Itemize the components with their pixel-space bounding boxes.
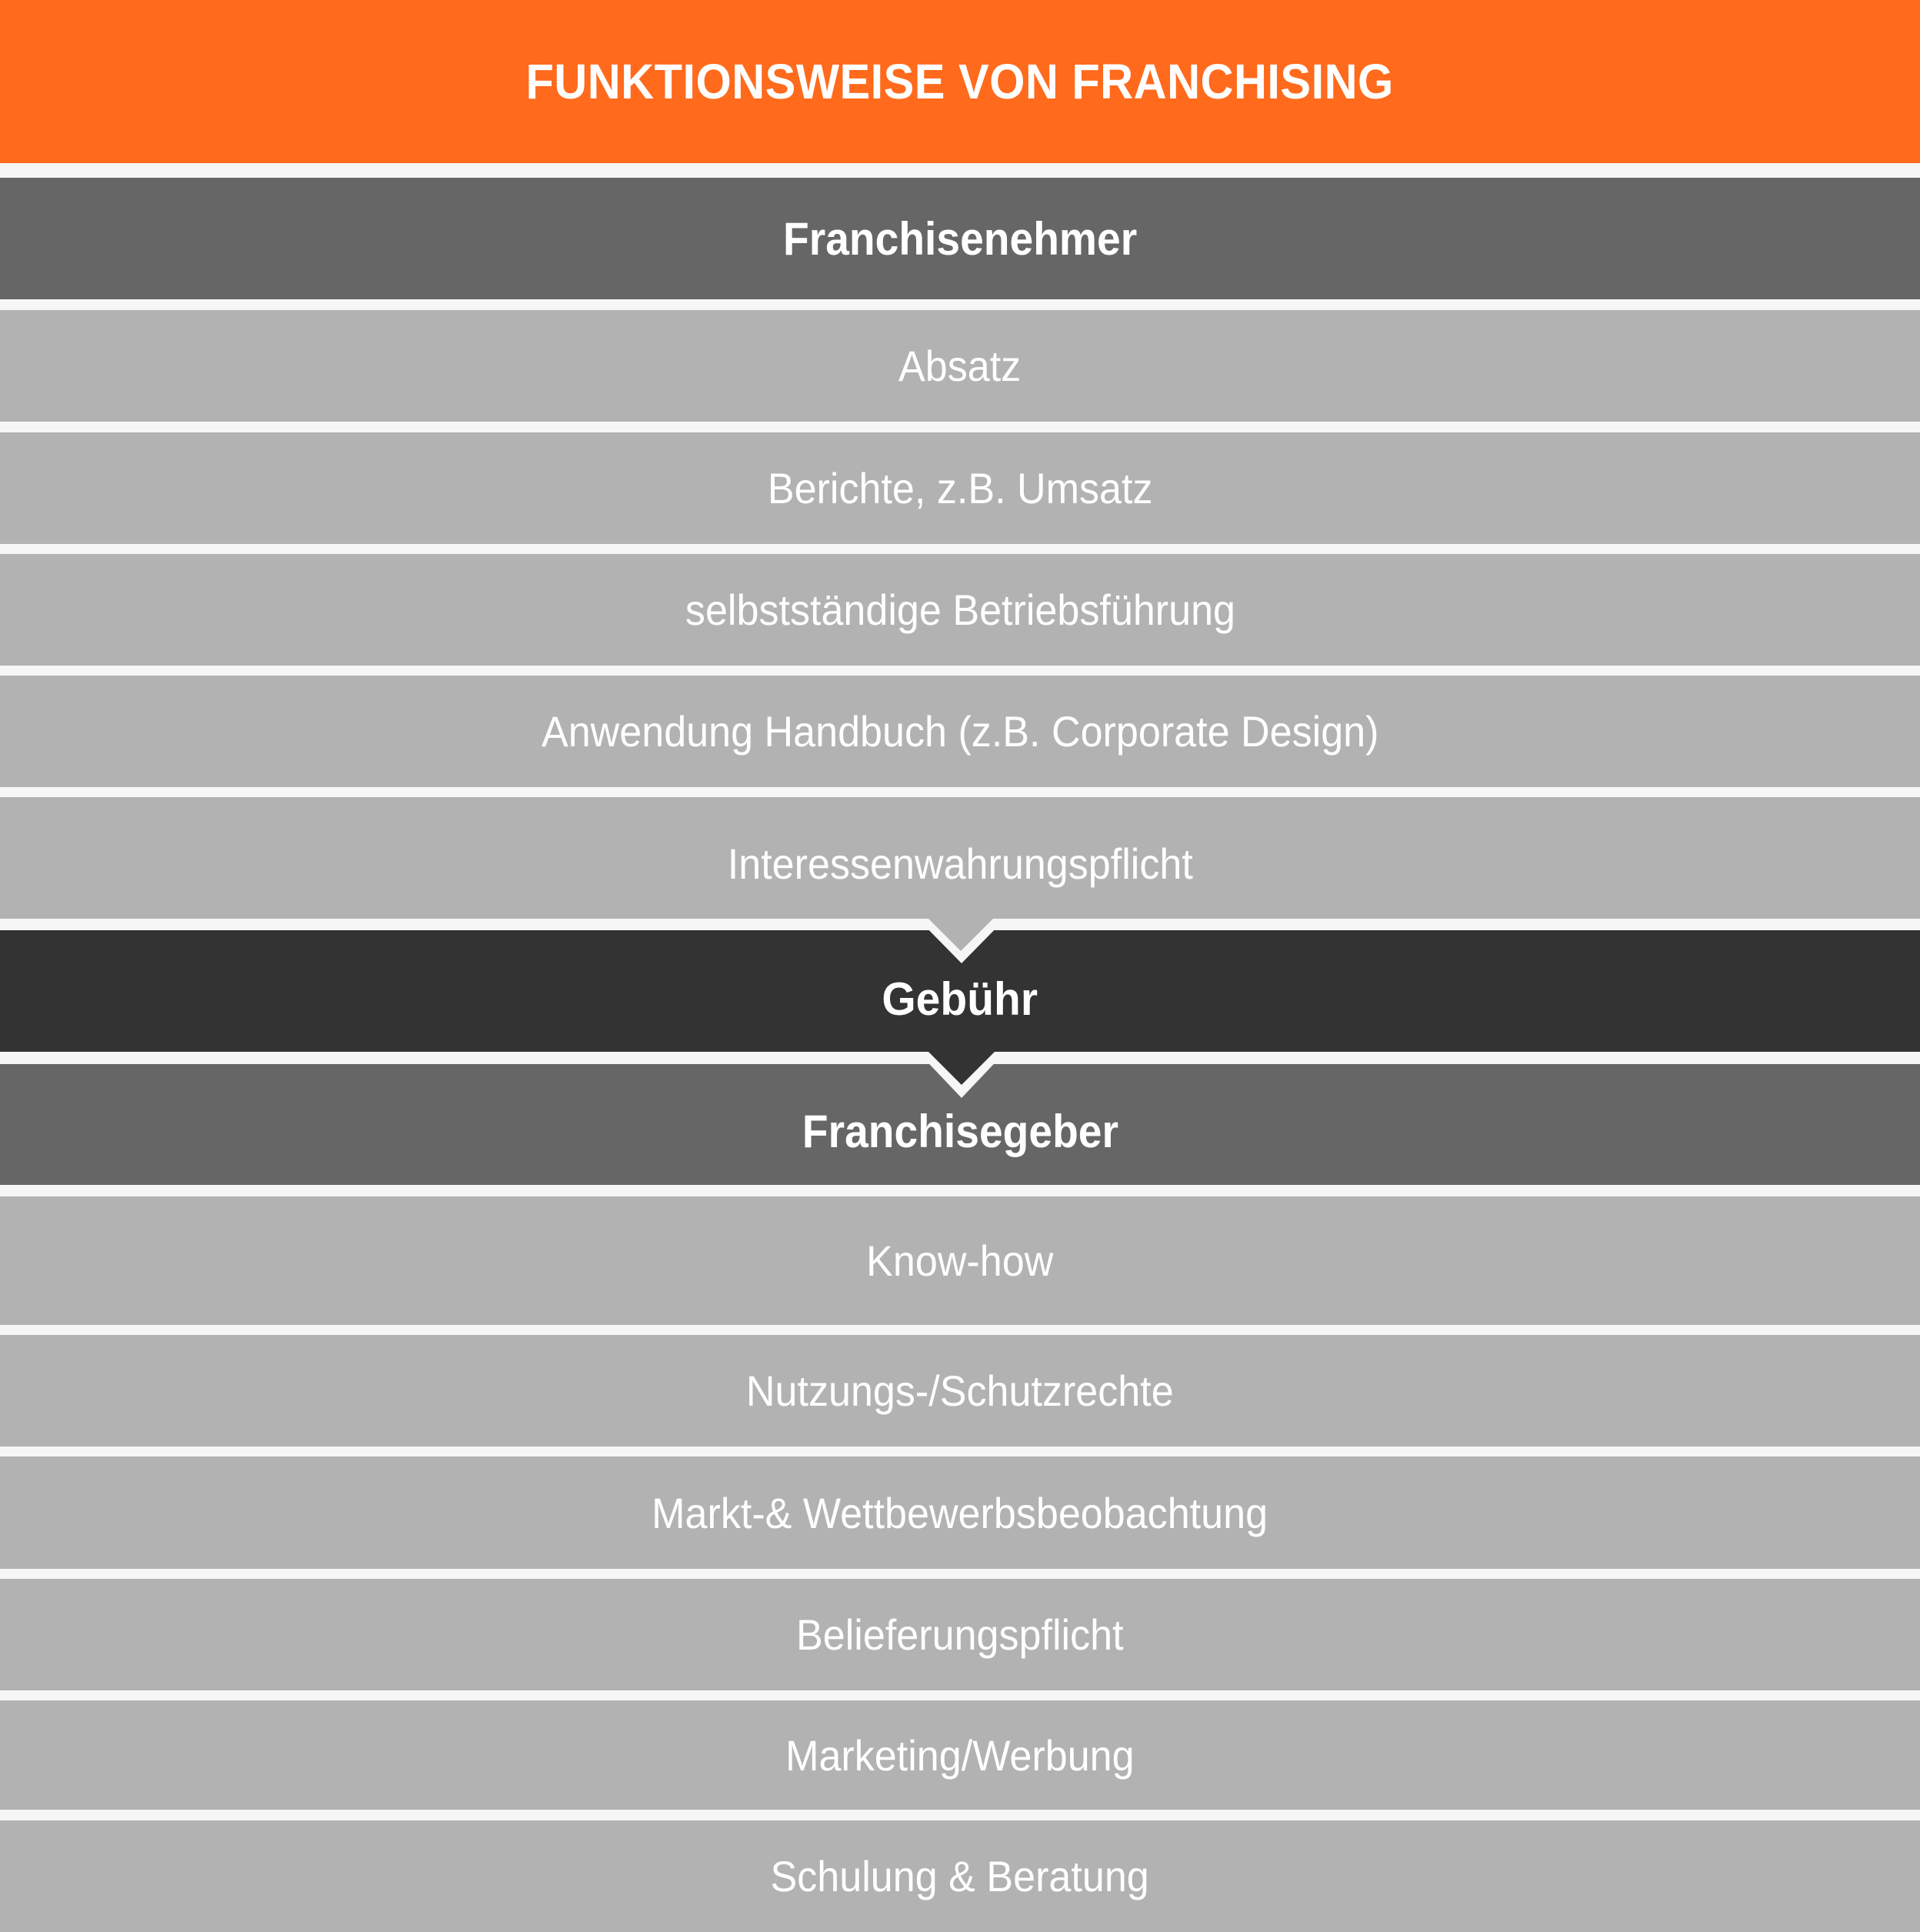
franchisee-item-label: Interessenwahrungspflicht [727, 839, 1193, 888]
franchisee-header [0, 178, 1920, 299]
franchisor-item [0, 1335, 1920, 1446]
franchisor-item-label: Markt-& Wettbewerbsbeobachtung [652, 1488, 1268, 1537]
franchisee-item-label: selbstständige Betriebsführung [685, 586, 1235, 634]
franchisee-item [0, 676, 1920, 787]
franchisee-item [0, 432, 1920, 544]
franchisee-item [0, 554, 1920, 666]
franchisor-item [0, 1457, 1920, 1569]
franchisee-item-label: Berichte, z.B. Umsatz [767, 464, 1153, 512]
chevron-down-icon [0, 1046, 1920, 1108]
franchisee-heading: Franchisenehmer [782, 212, 1138, 265]
franchisor-heading: Franchisegeber [802, 1106, 1118, 1157]
franchisor-item [0, 1196, 1920, 1325]
franchisor-item [0, 1700, 1920, 1810]
diagram-title: FUNKTIONSWEISE VON FRANCHISING [525, 54, 1395, 109]
franchisor-item-label: Schulung & Beratung [770, 1852, 1150, 1900]
franchisor-item [0, 1579, 1920, 1690]
franchisor-item-label: Know-how [866, 1236, 1054, 1285]
franchisor-item [0, 1820, 1920, 1932]
franchisor-item-label: Belieferungspflicht [796, 1610, 1124, 1659]
franchisor-item-label: Marketing/Werbung [785, 1730, 1135, 1780]
franchisee-item-label: Anwendung Handbuch (z.B. Corporate Design) [541, 707, 1379, 756]
diagram-title-bar [0, 0, 1920, 163]
franchisor-item-label: Nutzungs-/Schutzrechte [746, 1366, 1174, 1415]
franchisee-item [0, 310, 1920, 422]
franchisee-item [0, 797, 1920, 919]
fee-label: Gebühr [882, 973, 1038, 1025]
franchisee-item-label: Absatz [898, 342, 1022, 390]
